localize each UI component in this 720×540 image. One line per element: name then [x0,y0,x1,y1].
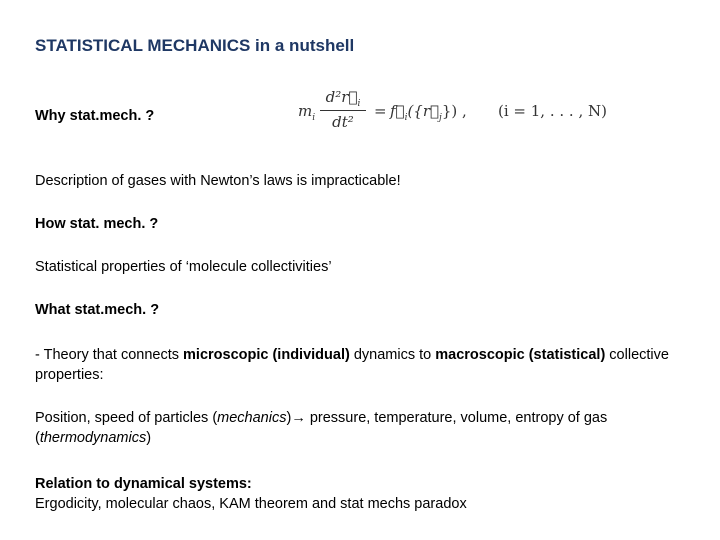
eq-force: $f⃗_i(\{r⃗_j\})$ , [390,102,467,123]
relation-text: Ergodicity, molecular chaos, KAM theorem and stat mechs paradox [35,496,467,512]
eq-numerator: $d^2r⃗_i$ [325,88,361,109]
eq-denominator: dt² [332,113,354,131]
position-text: Position, speed of particles (mechanics)→ pressure, temperature, volume, entropy of gas (thermodynamics) [35,410,608,446]
what-text: - Theory that connects microscopic (individual) dynamics to macroscopic (statistical) collective properties: [35,347,669,383]
why-heading: Why stat.mech. ? [35,108,155,124]
how-heading: How stat. mech. ? [35,216,159,232]
macroscopic-term: macroscopic (statistical) [435,347,606,363]
relation-heading: Relation to dynamical systems: [35,476,252,492]
eq-mass: $m_i$ [298,102,316,123]
how-text: Statistical properties of ‘molecule collectivities’ [35,259,332,275]
what-heading: What stat.mech. ? [35,302,160,318]
microscopic-term: microscopic (individual) [183,347,350,363]
eq-fraction-bar [320,110,366,111]
newton-equation [298,86,628,136]
eq-equals: = [374,102,387,120]
description-text: Description of gases with Newton’s laws is impracticable! [35,173,401,189]
arrow-icon: → [291,410,306,426]
page-title: STATISTICAL MECHANICS in a nutshell [35,36,355,55]
eq-index-range: (i = 1, . . . , N) [498,102,607,120]
